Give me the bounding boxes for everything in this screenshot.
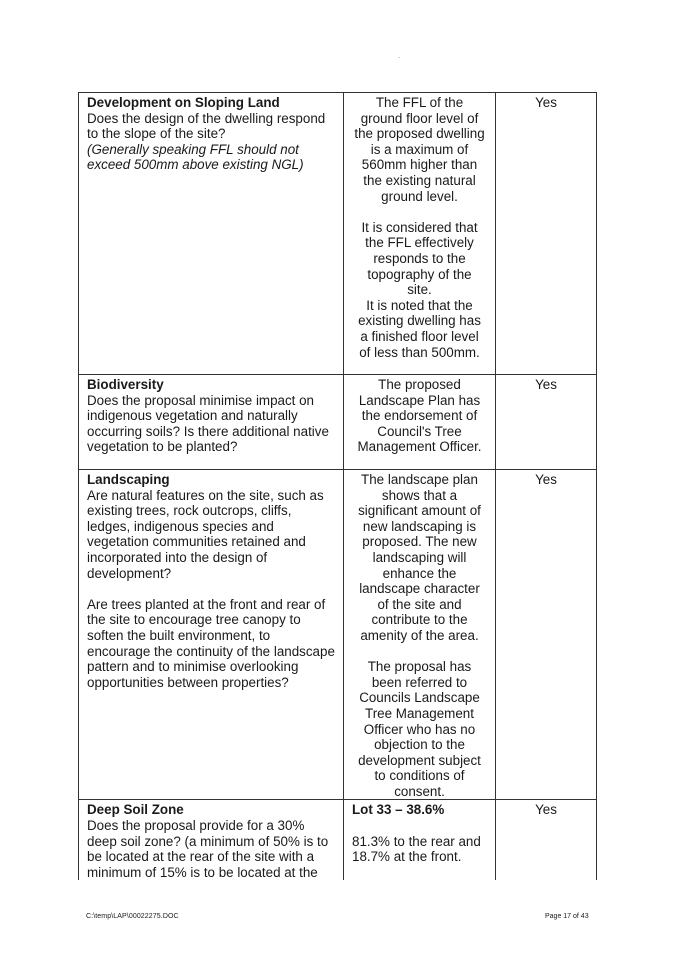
criterion-text: soften the built environment, to <box>87 627 271 643</box>
table-row <box>79 375 597 470</box>
response-text: Landscape Plan has <box>358 392 481 408</box>
response-text: The FFL of the <box>375 95 464 110</box>
response-text: ground floor level of <box>360 110 479 126</box>
answer-cell <box>496 800 597 880</box>
criterion-cell <box>79 800 344 880</box>
criterion-text: pattern and to minimise overlooking <box>87 659 299 675</box>
response-text: Council's Tree <box>377 423 462 439</box>
response-text: The landscape plan <box>361 472 478 487</box>
response-text: site. <box>407 282 432 298</box>
response-text: to conditions of <box>374 768 465 784</box>
paragraph-gap <box>352 644 487 660</box>
answer-text: Yes <box>535 472 557 487</box>
response-text: enhance the <box>382 565 457 581</box>
criterion-text: to the slope of the site? <box>87 126 226 142</box>
criterion-text: Does the design of the dwelling respond <box>87 110 326 126</box>
response-text: It is noted that the <box>366 297 473 313</box>
response-text: landscaping will <box>372 549 467 565</box>
response-text: Tree Management <box>365 705 474 721</box>
response-text: a finished floor level <box>360 328 479 344</box>
criterion-title: Development on Sloping Land <box>87 95 280 110</box>
criterion-text: the site to encourage tree canopy to <box>87 612 301 628</box>
response-text: is a maximum of <box>370 141 469 157</box>
response-text: proposed. The new <box>362 534 477 550</box>
paragraph-gap <box>352 818 487 834</box>
response-text: topography of the <box>367 266 472 282</box>
response-text: It is considered that <box>361 219 478 235</box>
response-text: 560mm higher than <box>361 157 478 173</box>
response-text: significant amount of <box>358 503 481 519</box>
response-text: The proposal has <box>367 659 472 675</box>
response-text: shows that a <box>381 487 458 503</box>
criterion-title: Biodiversity <box>87 377 164 392</box>
response-text: ground level. <box>381 188 458 204</box>
response-text: The proposed <box>378 377 461 392</box>
criterion-text: incorporated into the design of <box>87 549 268 565</box>
criterion-note: exceed 500mm above existing NGL) <box>87 157 304 173</box>
criterion-text: indigenous vegetation and naturally <box>87 408 298 424</box>
criterion-text: existing trees, rock outcrops, cliffs, <box>87 503 292 519</box>
criterion-text: be located at the rear of the site with a <box>87 849 315 865</box>
response-text: amenity of the area. <box>360 627 479 643</box>
criterion-text: deep soil zone? (a minimum of 50% is to <box>87 833 329 849</box>
criterion-text: vegetation communities retained and <box>87 534 306 550</box>
criterion-text: minimum of 15% is to be located at the <box>87 864 318 880</box>
criterion-text: opportunities between properties? <box>87 674 289 690</box>
criterion-text: Are trees planted at the front and rear of <box>87 596 326 612</box>
table-row <box>79 470 597 800</box>
criterion-text: Does the proposal provide for a 30% <box>87 818 305 834</box>
criterion-text: occurring soils? Is there additional native <box>87 423 329 439</box>
answer-text: Yes <box>535 802 557 818</box>
criterion-cell <box>79 375 344 470</box>
table-row <box>79 93 597 375</box>
paragraph-gap <box>352 204 487 220</box>
answer-cell <box>496 470 597 800</box>
response-text: the existing natural <box>363 172 476 188</box>
assessment-table <box>78 92 597 880</box>
criterion-cell <box>79 93 344 375</box>
criterion-text: ledges, indigenous species and <box>87 518 274 534</box>
response-text: contribute to the <box>371 612 468 628</box>
criterion-cell <box>79 470 344 800</box>
response-text: 81.3% to the rear and <box>352 833 481 849</box>
criterion-text: encourage the continuity of the landscape <box>87 643 335 659</box>
criterion-title: Landscaping <box>87 472 170 487</box>
criterion-text: Does the proposal minimise impact on <box>87 392 315 408</box>
criterion-title: Deep Soil Zone <box>87 802 184 818</box>
response-text: landscape character <box>359 581 480 597</box>
response-text: Officer who has no <box>363 721 476 737</box>
response-text: existing dwelling has <box>358 313 481 329</box>
response-text: of less than 500mm. <box>359 344 480 360</box>
response-text: responds to the <box>373 250 466 266</box>
response-text: Management Officer. <box>357 439 482 455</box>
response-text: objection to the <box>374 737 465 753</box>
response-cell <box>344 375 496 470</box>
answer-text: Yes <box>535 377 557 392</box>
criterion-note: (Generally speaking FFL should not <box>87 141 299 157</box>
paragraph-gap <box>87 581 335 597</box>
footer-page-number: Page 17 of 43 <box>545 913 589 920</box>
response-cell <box>344 93 496 375</box>
response-text: been referred to <box>371 674 468 690</box>
response-text: development subject <box>358 752 481 768</box>
answer-text: Yes <box>535 95 557 110</box>
criterion-text: development? <box>87 565 172 581</box>
table-row <box>79 800 597 880</box>
response-text: Councils Landscape <box>359 690 480 706</box>
response-text: of the site and <box>377 596 462 612</box>
criterion-text: vegetation to be planted? <box>87 439 238 455</box>
response-cell <box>344 470 496 800</box>
scan-speck <box>398 57 400 58</box>
response-text: consent. <box>394 783 445 799</box>
response-text: the FFL effectively <box>365 235 474 251</box>
footer-file-path: C:\temp\LAP\00022275.DOC <box>86 913 179 920</box>
response-text: 18.7% at the front. <box>352 849 462 865</box>
criterion-text: Are natural features on the site, such as <box>87 487 324 503</box>
response-heading: Lot 33 – 38.6% <box>352 802 445 818</box>
response-text: the proposed dwelling <box>354 126 485 142</box>
response-text: new landscaping is <box>362 518 477 534</box>
answer-cell <box>496 375 597 470</box>
response-text: the endorsement of <box>361 408 478 424</box>
answer-cell <box>496 93 597 375</box>
response-cell <box>344 800 496 880</box>
